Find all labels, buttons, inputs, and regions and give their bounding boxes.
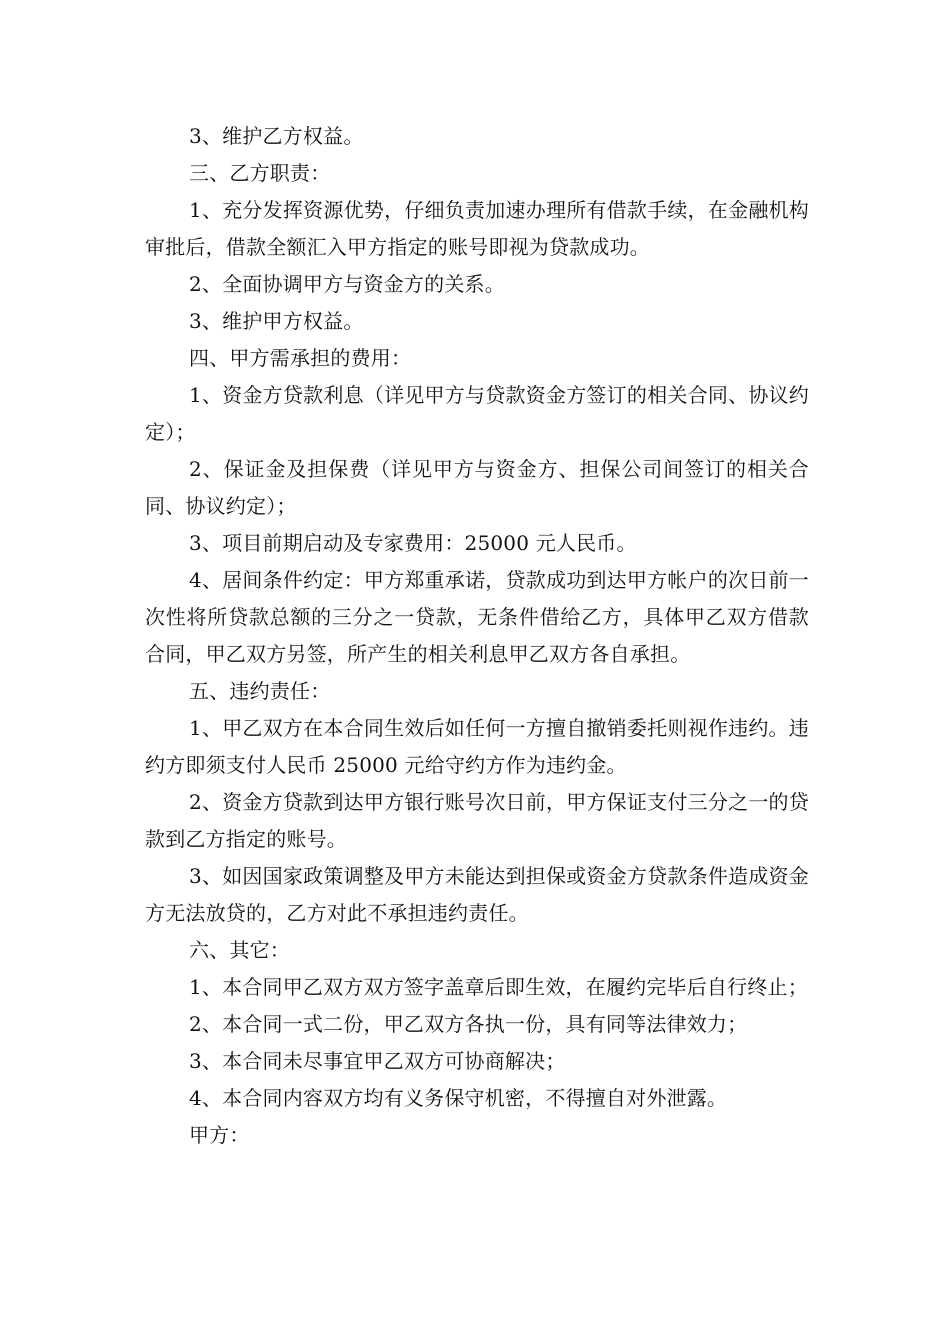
paragraph: 3、维护乙方权益。 <box>189 124 364 148</box>
paragraph: 2、资金方贷款到达甲方银行账号次日前，甲方保证支付三分之一的贷款到乙方指定的账号。 <box>145 790 809 851</box>
paragraph: 4、居间条件约定：甲方郑重承诺，贷款成功到达甲方帐户的次日前一次性将所贷款总额的三分之一贷款，无条件借给乙方，具体甲乙双方借款合同，甲乙双方另签，所产生的相关利息甲乙双方各自承担。 <box>145 568 809 666</box>
section-heading: 三、乙方职责： <box>189 161 331 185</box>
paragraph: 3、项目前期启动及专家费用：25000 元人民币。 <box>189 531 637 555</box>
paragraph: 1、资金方贷款利息（详见甲方与贷款资金方签订的相关合同、协议约定）； <box>145 383 809 444</box>
section-heading: 五、违约责任： <box>189 679 331 703</box>
document-body <box>145 118 809 1154</box>
section-heading: 六、其它： <box>189 938 290 962</box>
paragraph: 2、本合同一式二份，甲乙双方各执一份，具有同等法律效力； <box>189 1012 748 1036</box>
paragraph: 1、充分发挥资源优势，仔细负责加速办理所有借款手续，在金融机构审批后，借款全额汇入甲方指定的账号即视为贷款成功。 <box>145 198 809 259</box>
paragraph: 4、本合同内容双方均有义务保守机密，不得擅自对外泄露。 <box>189 1086 728 1110</box>
section-heading: 四、甲方需承担的费用： <box>189 346 412 370</box>
paragraph: 1、本合同甲乙双方双方签字盖章后即生效，在履约完毕后自行终止； <box>189 975 808 999</box>
paragraph: 2、全面协调甲方与资金方的关系。 <box>189 272 505 296</box>
signature-label-party-a: 甲方： <box>189 1123 250 1147</box>
paragraph: 3、维护甲方权益。 <box>189 309 364 333</box>
paragraph: 1、甲乙双方在本合同生效后如任何一方擅自撤销委托则视作违约。违约方即须支付人民币 25000 元给守约方作为违约金。 <box>145 716 809 777</box>
paragraph: 3、如因国家政策调整及甲方未能达到担保或资金方贷款条件造成资金方无法放贷的，乙方对此不承担违约责任。 <box>145 864 809 925</box>
paragraph: 2、保证金及担保费（详见甲方与资金方、担保公司间签订的相关合同、协议约定）； <box>145 457 809 518</box>
paragraph: 3、本合同未尽事宜甲乙双方可协商解决； <box>189 1049 566 1073</box>
